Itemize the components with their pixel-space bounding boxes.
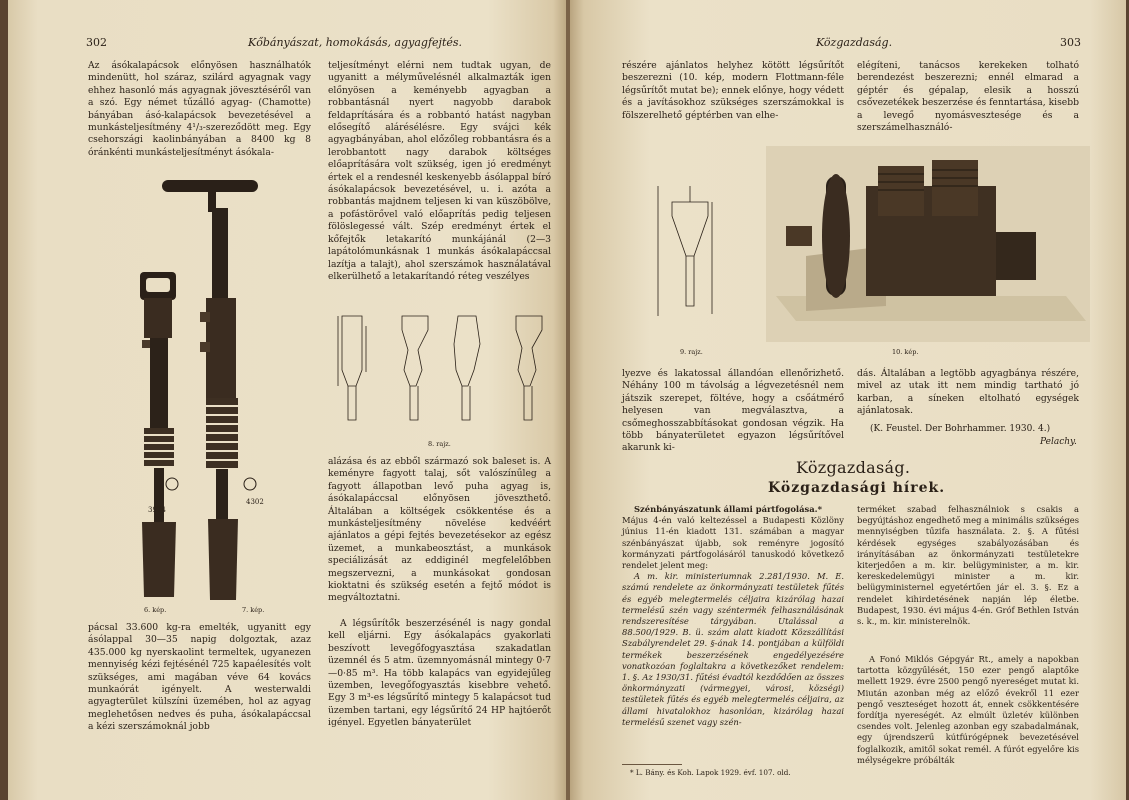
news-col1: Szénbányászatunk állami pártfogolása.* Május 4-én való keltezéssel a Budapesti Közlöny június 11-én kiadott 131. számában a magyar szénbányászat újabb, sok reményre jogosító kormányzati pártfogolásáról tanuskodó következő rendelet jelent meg: A m. kir. ministeriumnak 2.281/1930. M. E. számú rendelete az önkormányzati testületek fűtés és egyéb melegtermelés céljaira kizárólag hazai termelésű szén vagy széntermék felhasználásának rendszeresítése tárgyában. Utalással a 88.500/1929. B. ü. szám alatt kiadott Közszállítási Szabályrendelet 29. §-ának 14. pontjában a külföldi termékek beszerzésének engedélyezésére vonatkozóan foglaltakra a következőket rendelem: 1. §. Az 1930/31. fűtési évadtól kezdődően az összes önkormányzati (vármegyei, városi, községi) testületek fűtés és egyéb melegtermelés céljaira, az állami hivatalokhoz hasonlóan, kizárólag hazai termelésű szenet vagy szén- (622, 504, 844, 727)
figure-6-7-tools (128, 172, 318, 604)
right-col2-top: elégíteni, tanácsos kerekeken tolható berendezést beszerezni; ennél elmarad a géptér és gépalap, elesik a hosszú csővezetékek beszerzése és fenntartása, kisebb a levegő nyomásvesztesége és a szerszámelhasználó- (857, 60, 1079, 134)
jackhammer-photo (128, 172, 318, 604)
section-title: Közgazdaság. (796, 458, 911, 477)
chisel-drawing-4 (516, 316, 542, 420)
page-number-left: 302 (86, 36, 107, 49)
left-col2-bottom: alázása és az ebből származó sok baleset is. A keményre fagyott talaj, sőt valószínűleg a fagyott állapotban levő puha agyag is, ásókalapáccsal előnyösen jöveszthető. Általában a költségek csökkentése és a munkásteljesítmény növelése kedvéért ajánlatos a gépi fejtés bevezetésekor az egész üzemet, a munkabeosztást, a munkások speciálizását az eddiginél megfelelőbben megszervezni, a munkásokat gondosan kioktatni és szükség esetén a fejtő módot is megváltoztatni. (328, 456, 551, 604)
figure-10-compressor (766, 146, 1090, 342)
chisel-drawing-1 (338, 316, 366, 420)
jackhammer-7-image (162, 180, 258, 600)
jackhammer-6-image (140, 272, 178, 597)
left-col1-top: Az ásókalapácsok előnyösen használhatók mindenütt, hol száraz, szilárd agyagnak vagy ehhez hasonló más agyagnak jövesztéséről van a szó. Egy német tűzálló agyag- (Chamotte) bányában ásó-kalapácsok bevezetésével a munkásteljesítmény 4¹/₃-szereződött meg. Egy csehországi kaolinbányában a 8400 kg 8 óránkénti munkásteljesítményt ásókala- (88, 60, 311, 158)
page-number-right: 303 (1060, 36, 1081, 49)
left-page (8, 0, 568, 800)
fig8-caption: 8. rajz. (428, 440, 451, 448)
compressor-photo (766, 146, 1090, 342)
news-col2-fono: A Fonó Miklós Gépgyár Rt., amely a napokban tartotta közgyűlését, 150 ezer pengő alaptőke mellett 1929. évre 2500 pengő nyereséget mutat ki. Miután azonban még az előző évekről 11 ezer pengő veszteséget hozott át, ennek csökkentésére fordítja nyereségét. Az elmúlt üzletév különben csendes volt. Jelenleg azonban egy szabadalmának, egy újrendszerű kútfúrógépnek bevezetésével foglalkozik, amitől sokat remél. A fúrót egyelőre kis mélységekre próbálták (857, 654, 1079, 765)
figure-8-drawings (328, 300, 553, 440)
left-col2-bottom2: A légsűrítők beszerzésénél is nagy gondal kell eljárni. Egy ásókalapács gyakorlati beszívott levegőfogyasztása szakadatlan üzemnél és 5 atm. üzemnyomásnál mintegy 0·7—0·85 m³. Ha több kalapács van egyidejűleg üzemben, levegőfogyasztás kisebbre vehető. Egy 3 m³-es légsűrítő mintegy 5 kalapácsot tud üzemben tartani, egy légsűrítő 24 HP hajtóerőt igényel. Egyetlen bányaterület (328, 618, 551, 729)
citation: (K. Feustel. Der Bohrhammer. 1930. 4.) (870, 424, 1051, 434)
bit-drawing (650, 176, 730, 326)
right-col2-mid: dás. Általában a legtöbb agyagbánya részére, mivel az utak itt nem mindig tartható jó karban, a síneken eltolható egységek ajánlatosak. (857, 368, 1079, 417)
right-page (570, 0, 1126, 800)
footnote: * L. Bány. és Koh. Lapok 1929. évf. 107. old. (630, 768, 791, 777)
subsection-title: Közgazdasági hírek. (768, 480, 946, 496)
right-col1-mid: lyezve és lakatossal állandóan ellenőrizhető. Néhány 100 m távolság a légvezetésnél nem játszik szerepet, föltéve, hogy a csőátmérő helyesen van megválasztva, a csőmeghosszabbításokat gondosan végzik. Ha több bányaterületet egyazon légsűrítővel akarunk ki- (622, 368, 844, 454)
tool-number-6: 3974 (148, 506, 166, 514)
left-col2-top: teljesítményt elérni nem tudtak ugyan, de ugyanitt a mélyművelésnél alkalmazták igen előnyösen a keményebb agyagban a robbantásnál nyert nagyobb darabok feldaprítására és a robbantó hatást nagyban elősegítő alárésélésre. Egy svájci kék agyagbányában, ahol előzőleg robbantásra és a lerobbantott nagy darabok költséges előaprítására volt szükség, igen jó eredményt értek el a rendesnél keskenyebb ásólappal bíró ásókalapácsok bevezetésével, u. i. azóta a robbantás majdnem teljesen ki van küszöbölve, a pofástörővel való előaprítás pedig teljesen fölöslegessé vált. Szép eredményt értek el kőfejtők letakarító munkájánál (2—3 lapátolómunkásnak 1 munkás ásókalapáccsal lazítja a talajt), ahol szerszámok használatával elkerülhető a letakarítandó réteg veszélyes (328, 60, 551, 282)
chisel-tips-drawing (328, 300, 553, 440)
right-col1-top: részére ajánlatos helyhez kötött légsűrítőt beszerezni (10. kép, modern Flottmann-féle légsűrítőt mutat be); ennek előnye, hogy védett és a javításokhoz szükséges szerszámokkal is fölszerelhető géptérben van elhe- (622, 60, 844, 121)
figure-9-drawing (650, 176, 730, 326)
footnote-rule (622, 764, 682, 765)
chisel-drawing-3 (454, 316, 480, 420)
fig6-caption: 6. kép. (144, 606, 167, 614)
running-head-right: Közgazdaság. (816, 36, 893, 49)
fig9-caption: 9. rajz. (680, 348, 703, 356)
running-head-left: Kőbányászat, homokásás, agyagfejtés. (248, 36, 463, 49)
fig10-caption: 10. kép. (892, 348, 919, 356)
tool-number-7: 4302 (246, 498, 264, 506)
translator-name: Pelachy. (1040, 437, 1077, 447)
left-col1-bottom: pácsal 33.600 kg-ra emelték, ugyanitt egy ásólappal 30—35 napig dolgoztak, azaz 435.000 kg nyerskaolint termeltek, ugyanezen mennyiség kézi fejtésénél 725 kapaélesítés volt szükséges, ami magában véve 64 kovács munkaórát igényelt. A westerwaldi agyagterület külszíni üzemében, hol az agyag meglehetősen nedves és puha, ásókalapáccsal a kézi szerszámoknál jobb (88, 622, 311, 733)
chisel-drawing-2 (402, 316, 428, 420)
fig7-caption: 7. kép. (242, 606, 265, 614)
news-col2-cont: terméket szabad felhasználniok s csakis a begyújtáshoz engedhető meg a minimális szükséges mennyiségben tűzifa használata. 2. §. A fűtési kérdések egységes szabályozásában és irányításában az önkormányzati testületekre kiterjedően a m. kir. belügyminister, a m. kir. kereskedelemügyi minister a m. kir. belügyministernel egyetértően jár el. 3. §. Ez a rendelet kihirdetésének napján lép életbe. Budapest, 1930. évi május 4-én. Gróf Bethlen István s. k., m. kir. ministerelnök. (857, 504, 1079, 627)
